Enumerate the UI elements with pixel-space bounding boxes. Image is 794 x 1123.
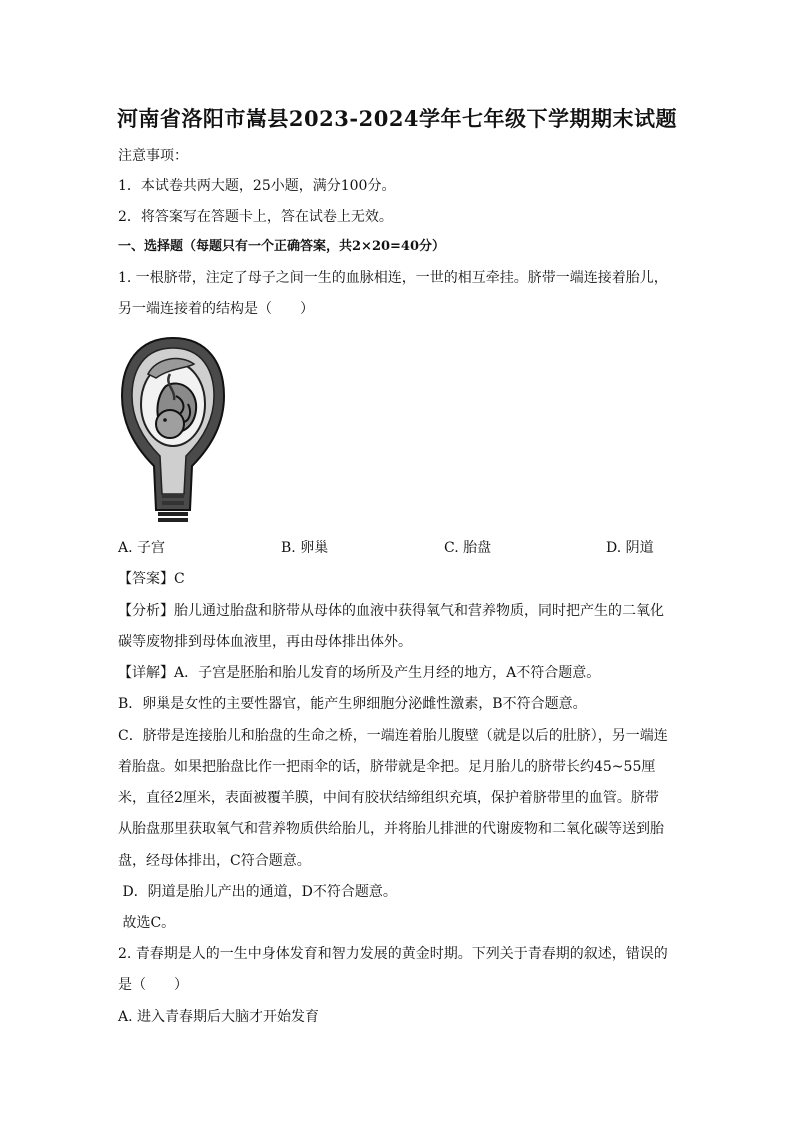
uterus-fetus-illustration	[118, 334, 228, 524]
option-d: D. 阴道	[606, 540, 654, 556]
detail-line-1: 【详解】A．子宫是胚胎和胎儿发育的场所及产生月经的地方，A不符合题意。	[118, 665, 601, 681]
note-2: 2．将答案写在答题卡上，答在试卷上无效。	[118, 209, 393, 225]
question-1-line-2: 另一端连接着的结构是（ ）	[118, 301, 314, 317]
detail-line-7: 盘，经母体排出，C符合题意。	[118, 853, 311, 869]
detail-line-6: 从胎盘那里获取氧气和营养物质供给胎儿，并将胎儿排泄的代谢废物和二氧化碳等送到胎	[118, 821, 664, 837]
question-1-line-1: 1. 一根脐带，注定了母子之间一生的血脉相连，一世的相互牵挂。脐带一端连接着胎儿，	[118, 270, 668, 286]
section-1-heading: 一、选择题（每题只有一个正确答案，共2×20=40分）	[118, 239, 446, 254]
option-c: C. 胎盘	[444, 540, 492, 556]
exam-title: 河南省洛阳市嵩县2023-2024学年七年级下学期期末试题	[116, 106, 678, 131]
question-2-line-1: 2. 青春期是人的一生中身体发育和智力发展的黄金时期。下列关于青春期的叙述，错误的	[118, 946, 668, 962]
detail-line-4: 着胎盘。如果把胎盘比作一把雨伞的话，脐带就是伞把。足月胎儿的脐带长约45~55厘	[118, 759, 656, 775]
answer-line: 【答案】C	[118, 571, 185, 587]
question-2-option-a: A. 进入青春期后大脑才开始发育	[118, 1009, 320, 1025]
detail-line-3: C．脐带是连接胎儿和胎盘的生命之桥，一端连着胎儿腹壁（就是以后的肚脐），另一端连	[118, 728, 668, 744]
note-1: 1．本试卷共两大题，25小题，满分100分。	[118, 178, 396, 194]
detail-line-2: B．卵巢是女性的主要性器官，能产生卵细胞分泌雌性激素，B不符合题意。	[118, 696, 587, 712]
notes-heading: 注意事项：	[118, 148, 188, 164]
option-b: B. 卵巢	[281, 540, 329, 556]
analysis-line-1: 【分析】胎儿通过胎盘和脐带从母体的血液中获得氧气和营养物质，同时把产生的二氧化	[118, 603, 664, 619]
question-2-line-2: 是（ ）	[118, 977, 188, 993]
analysis-line-2: 碳等废物排到母体血液里，再由母体排出体外。	[118, 634, 412, 650]
option-a: A. 子宫	[118, 540, 166, 556]
detail-line-9: 故选C。	[118, 915, 176, 931]
detail-line-5: 米，直径2厘米，表面被覆羊膜，中间有胶状结缔组织充填，保护着脐带里的血管。脐带	[118, 790, 659, 806]
detail-line-8: D．阴道是胎儿产出的通道，D不符合题意。	[118, 884, 397, 900]
